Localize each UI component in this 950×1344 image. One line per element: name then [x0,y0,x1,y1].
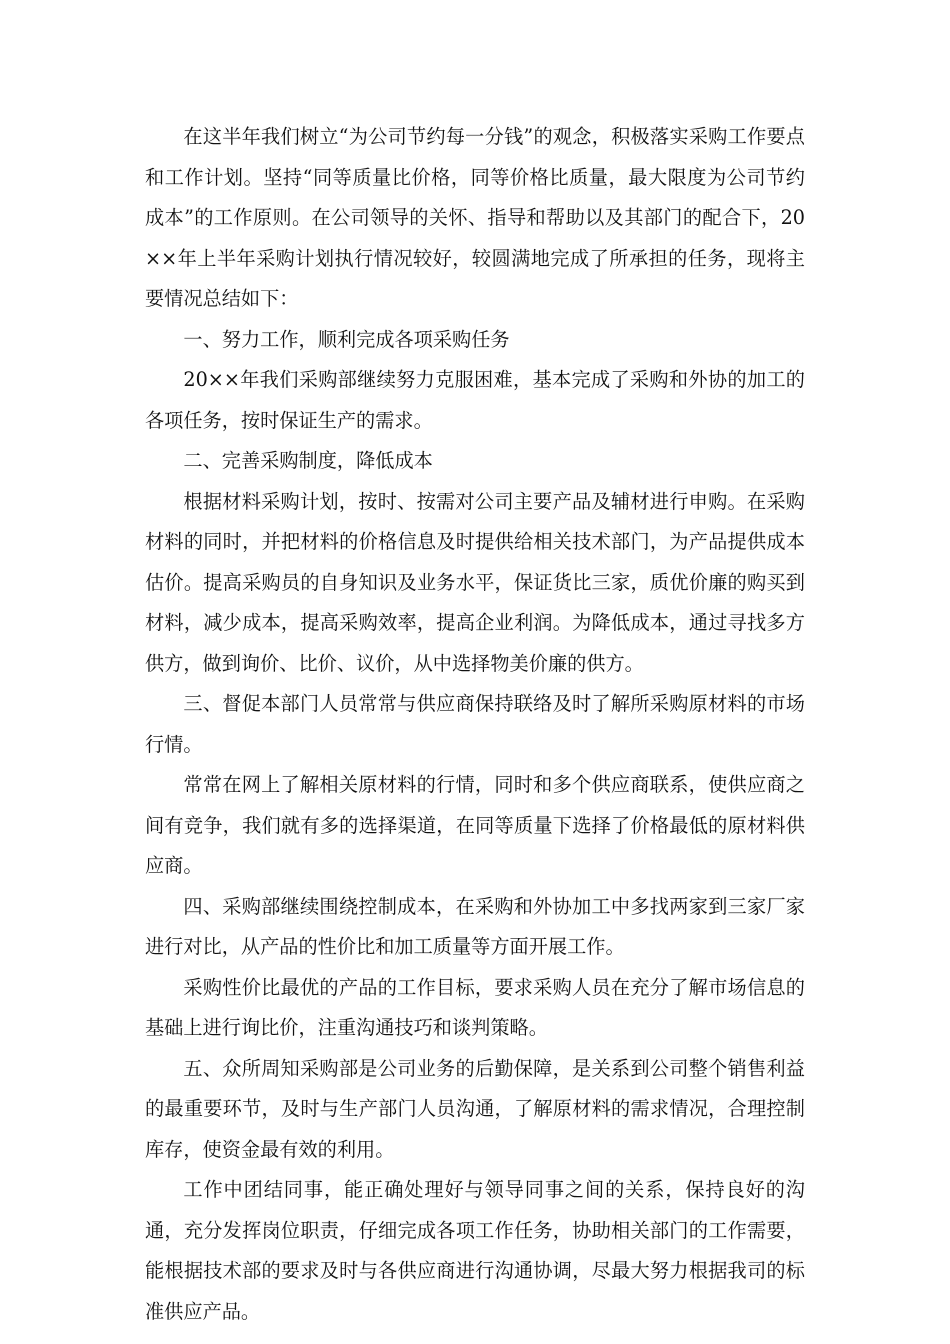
paragraph-intro: 在这半年我们树立“为公司节约每一分钱”的观念，积极落实采购工作要点和工作计划。坚持“同等质量比价格，同等价格比质量，最大限度为公司节约成本”的工作原则。在公司领导的关怀、指导和帮助以及其部门的配合下，20××年上半年采购计划执行情况较好，较圆满地完成了所承担的任务，现将主要情况总结如下： [145,125,805,310]
heading-section-2: 二、完善采购制度，降低成本 [183,449,433,472]
paragraph-section-2: 根据材料采购计划，按时、按需对公司主要产品及辅材进行申购。在采购材料的同时，并把材料的价格信息及时提供给相关技术部门，为产品提供成本估价。提高采购员的自身知识及业务水平，保证货比三家，质优价廉的购买到材料，减少成本，提高采购效率，提高企业利润。为降低成本，通过寻找多方供方，做到询价、比价、议价，从中选择物美价廉的供方。 [145,489,805,675]
heading-section-5: 五、众所周知采购部是公司业务的后勤保障，是关系到公司整个销售利益的最重要环节，及时与生产部门人员沟通，了解原材料的需求情况，合理控制库存，使资金最有效的利用。 [145,1056,805,1161]
heading-section-1: 一、努力工作，顺利完成各项采购任务 [183,327,510,351]
paragraph-section-3: 常常在网上了解相关原材料的行情，同时和多个供应商联系，使供应商之间有竞争，我们就有多的选择渠道，在同等质量下选择了价格最低的原材料供应商。 [145,773,805,877]
document-page [145,117,805,1332]
paragraph-section-4: 采购性价比最优的产品的工作目标，要求采购人员在充分了解市场信息的基础上进行询比价，注重沟通技巧和谈判策略。 [145,975,805,1039]
heading-section-3: 三、督促本部门人员常常与供应商保持联络及时了解所采购原材料的市场行情。 [145,692,805,756]
heading-section-4: 四、采购部继续围绕控制成本，在采购和外协加工中多找两家到三家厂家进行对比，从产品的性价比和加工质量等方面开展工作。 [145,894,805,958]
paragraph-closing: 工作中团结同事，能正确处理好与领导同事之间的关系，保持良好的沟通，充分发挥岗位职责，仔细完成各项工作任务，协助相关部门的工作需要，能根据技术部的要求及时与各供应商进行沟通协调，尽最大努力根据我司的标准供应产品。 [145,1178,805,1323]
paragraph-section-1: 20××年我们采购部继续努力克服困难，基本完成了采购和外协的加工的各项任务，按时保证生产的需求。 [145,368,805,432]
